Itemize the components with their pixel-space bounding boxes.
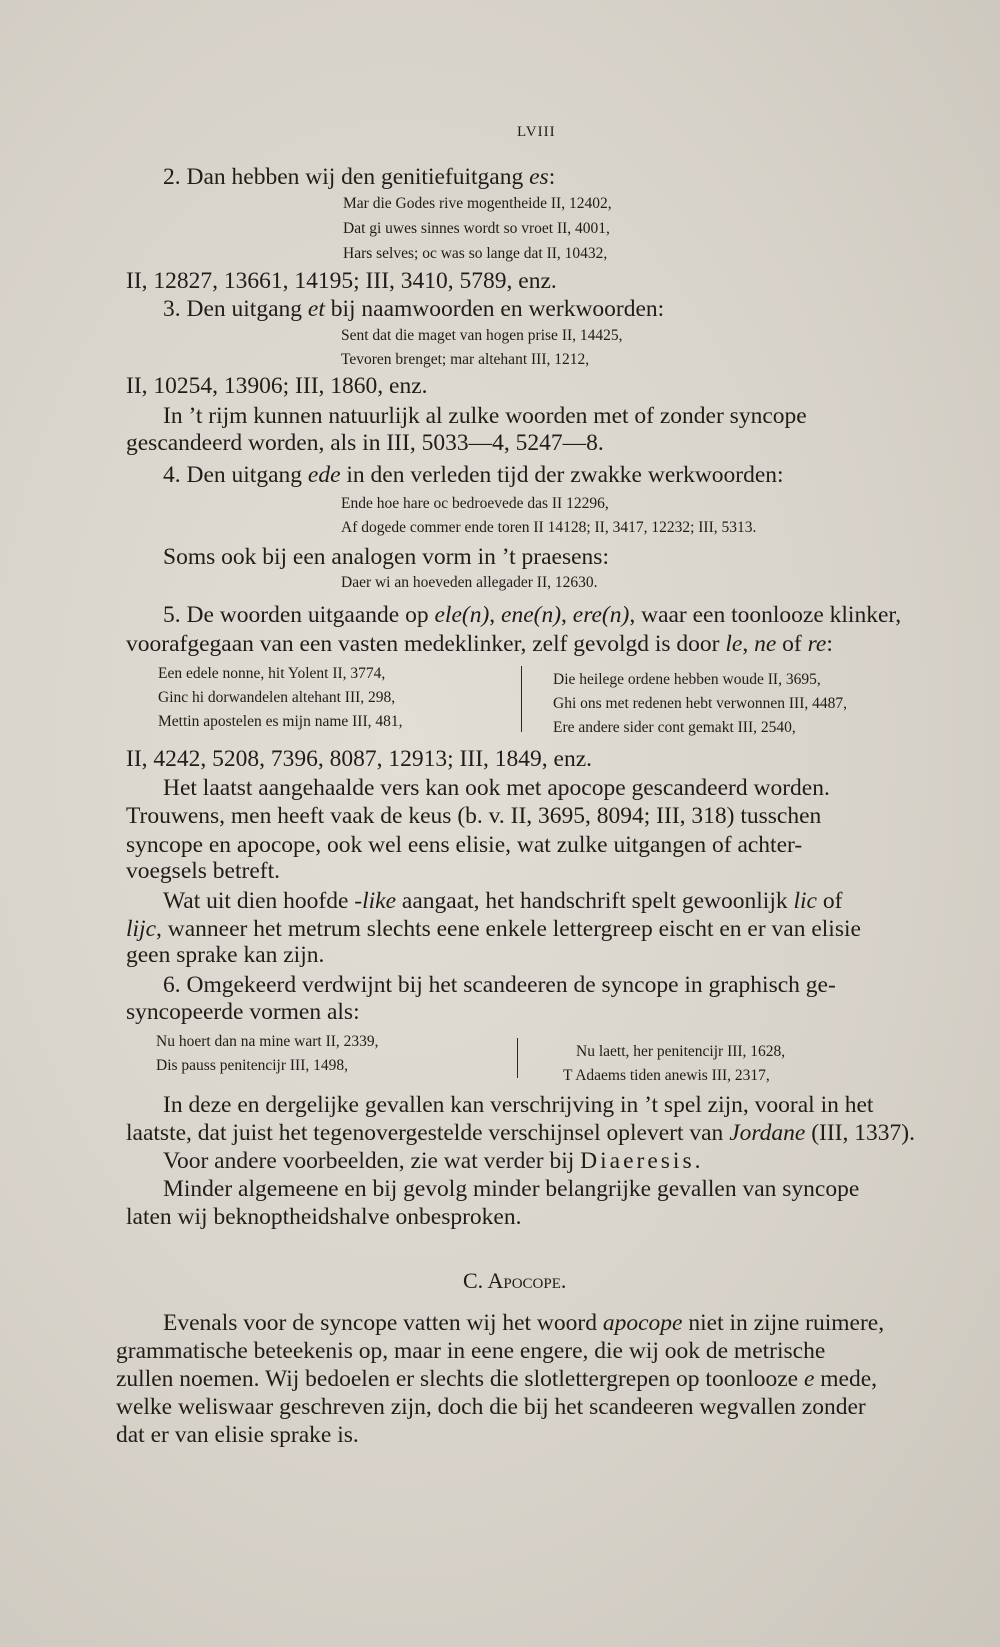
quote-line: T Adaems tiden anewis III, 2317,	[563, 1067, 770, 1084]
body-line: Soms ook bij een analogen vorm in ’t praesens:	[163, 544, 609, 570]
body-line: welke weliswaar geschreven zijn, doch die bij het scandeeren wegvallen zonder	[116, 1394, 866, 1420]
para-6-line2: syncopeerde vormen als:	[126, 999, 360, 1025]
body-line: In ’t rijm kunnen natuurlijk al zulke woorden met of zonder syncope	[163, 403, 807, 429]
quote-line: Nu laett, her penitencijr III, 1628,	[576, 1043, 786, 1060]
body-line: geen sprake kan zijn.	[126, 942, 325, 968]
quote-line: Ghi ons met redenen hebt verwonnen III, 4487,	[553, 695, 847, 712]
body-line: Het laatst aangehaalde vers kan ook met apocope gescandeerd worden.	[163, 775, 830, 801]
quote-line: Mar die Godes rive mogentheide II, 12402,	[343, 195, 612, 212]
quote-line: Ere andere sider cont gemakt III, 2540,	[553, 719, 796, 736]
refs-line: II, 4242, 5208, 7396, 8087, 12913; III, 1849, enz.	[126, 746, 593, 772]
para-3-lead: 3. Den uitgang et bij naamwoorden en werkwoorden:	[163, 296, 665, 322]
quote-line: Een edele nonne, hit Yolent II, 3774,	[158, 665, 386, 682]
quote-line: Dat gi uwes sinnes wordt so vroet II, 4001,	[343, 220, 610, 237]
quote-line: Mettin apostelen es mijn name III, 481,	[158, 713, 403, 730]
body-line: Trouwens, men heeft vaak de keus (b. v. II, 3695, 8094; III, 318) tusschen	[126, 803, 822, 829]
para-5-line1: 5. De woorden uitgaande op ele(n), ene(n), ere(n), waar een toonlooze klinker,	[163, 602, 902, 628]
body-line: In deze en dergelijke gevallen kan verschrijving in ’t spel zijn, vooral in het	[163, 1092, 874, 1118]
body-line: grammatische beteekenis op, maar in eene engere, die wij ook de metrische	[116, 1338, 826, 1364]
quote-line: Nu hoert dan na mine wart II, 2339,	[156, 1033, 379, 1050]
body-line: Minder algemeene en bij gevolg minder belangrijke gevallen van syncope	[163, 1176, 860, 1202]
quote-line: Af dogede commer ende toren II 14128; II, 3417, 12232; III, 5313.	[341, 519, 757, 536]
body-line: laten wij beknoptheidshalve onbesproken.	[126, 1204, 522, 1230]
body-line: Wat uit dien hoofde -like aangaat, het handschrift spelt gewoonlijk lic of	[163, 888, 843, 914]
section-heading: C. Apocope.	[463, 1268, 567, 1293]
body-line: voegsels betreft.	[126, 858, 281, 884]
quote-line: Dis pauss penitencijr III, 1498,	[156, 1057, 348, 1074]
column-divider	[521, 666, 522, 732]
quote-line: Die heilege ordene hebben woude II, 3695,	[553, 671, 821, 688]
body-line: gescandeerd worden, als in III, 5033—4, 5247—8.	[126, 430, 604, 456]
body-line: syncope en apocope, ook wel eens elisie, wat zulke uitgangen of achter-	[126, 832, 803, 858]
page-folio: LVIII	[517, 124, 556, 140]
para-4-lead: 4. Den uitgang ede in den verleden tijd der zwakke werkwoorden:	[163, 462, 784, 488]
body-line: Voor andere voorbeelden, zie wat verder bij Diaeresis.	[163, 1148, 701, 1174]
body-line: zullen noemen. Wij bedoelen er slechts die slotlettergrepen op toonlooze e mede,	[116, 1366, 878, 1392]
quote-line: Tevoren brenget; mar altehant III, 1212,	[341, 351, 590, 368]
quote-line: Sent dat die maget van hogen prise II, 14425,	[341, 327, 623, 344]
refs-line: II, 12827, 13661, 14195; III, 3410, 5789, enz.	[126, 268, 557, 294]
para-5-line2: voorafgegaan van een vasten medeklinker, zelf gevolgd is door le, ne of re:	[126, 631, 833, 657]
body-line: laatste, dat juist het tegenovergestelde verschijnsel oplevert van Jordane (III, 1337).	[126, 1120, 915, 1146]
refs-line: II, 10254, 13906; III, 1860, enz.	[126, 373, 428, 399]
para-6-line1: 6. Omgekeerd verdwijnt bij het scandeeren de syncope in graphisch ge-	[163, 972, 836, 998]
column-divider	[517, 1038, 518, 1078]
body-line: dat er van elisie sprake is.	[116, 1422, 359, 1448]
quote-line: Ginc hi dorwandelen altehant III, 298,	[158, 689, 396, 706]
body-line: lijc, wanneer het metrum slechts eene enkele lettergreep eischt en er van elisie	[126, 916, 861, 942]
para-2-lead: 2. Dan hebben wij den genitiefuitgang es:	[163, 164, 556, 190]
quote-line: Ende hoe hare oc bedroevede das II 12296,	[341, 495, 609, 512]
quote-line: Hars selves; oc was so lange dat II, 10432,	[343, 245, 608, 262]
quote-line: Daer wi an hoeveden allegader II, 12630.	[341, 574, 598, 591]
body-line: Evenals voor de syncope vatten wij het woord apocope niet in zijne ruimere,	[163, 1310, 885, 1336]
